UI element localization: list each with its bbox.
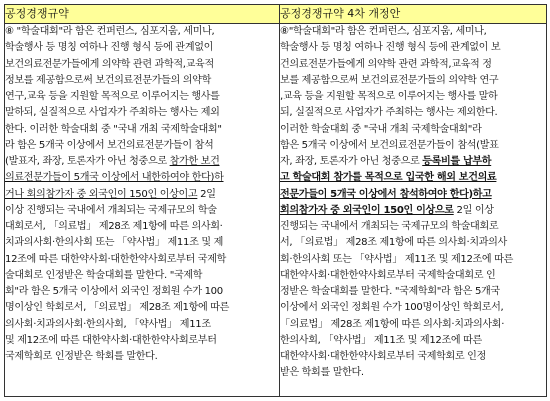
text-line [280,219,546,235]
text-line [280,57,546,73]
text-line [280,268,546,284]
text-segment: 건의료전문가들에게 의약학 관련 과학적,교육적 정 [280,58,492,70]
text-segment: 「의료법」 제28조 제1항에 따른 의사회·치과의사회· [280,318,505,330]
text-line [5,57,279,73]
text-segment: 의사회·치과의사회·한의사회, 「약사법」 제11조 [5,318,211,330]
emphasized-text: 회의참가자 중 외국인이 150인 이상으로 [280,204,454,216]
text-line [5,73,279,89]
text-line [280,138,546,154]
comparison-table [4,4,547,397]
text-line [5,105,279,121]
text-line [5,252,279,268]
emphasized-text: 등록비를 납부하 [422,156,492,167]
text-segment: 대한약사회·대한한약사회로부터 국제학술대회로 인 [280,269,496,281]
text-segment: 대회로서, 「의료법」 제28조 제1항에 따른 의사회· [5,221,223,232]
text-line [5,187,279,203]
emphasized-text: 전문가들이 5개국 이상에서 참석하여야 한다)하고 [280,188,492,200]
text-line [280,170,546,186]
text-line [5,40,279,56]
text-segment: 회"라 함은 5개국 이상에서 외국인 정회원 수가 100 [5,286,223,297]
text-segment: 진행되는 국내에서 개최되는 국제규모의 학술대회로 [280,221,499,232]
text-line [280,73,546,89]
text-segment: 학술행사 등 명칭 여하나 진행 형식 등에 관계없이 보 [280,42,501,54]
text-segment: 정받은 학술대회를 말한다. "국제학회"라 함은 5개국 [280,286,500,297]
text-line [5,300,279,316]
header-current-rules: 공정경쟁규약 [5,5,280,24]
text-segment: 이러한 학술대회 중 "국내 개최 국제학술대회"라 [280,123,482,135]
header-revised-rules: 공정경쟁규약 4차 개정안 [280,5,547,24]
text-line [280,89,546,105]
emphasized-text: 고 학술대회 참가를 목적으로 입국한 해외 보건의료 [280,172,497,184]
text-segment: 말하되, 실질적으로 사업자가 주최하는 행사는 제외 [5,107,220,119]
text-line [280,24,546,40]
text-line [5,235,279,251]
text-line [5,203,279,219]
emphasized-text: 참가한 보건 [169,156,220,167]
text-line [280,365,546,381]
text-segment: 이상에서 외국인 정회원 수가 100명이상인 학회로서, [280,302,504,314]
text-segment: 되, 실질적으로 사업자가 주최하는 행사는 제외한다. [280,107,498,119]
text-segment: 12조에 따른 대한약사회·대한한약사회로부터 국제학 [5,253,226,265]
text-segment: 서, 「의료법」 제28조 제1항에 따른 의사회·치과의사 [280,237,507,249]
text-segment: ,교육 등을 지원할 목적으로 이루어지는 행사를 말하 [280,91,498,102]
text-line [280,252,546,268]
text-segment: 보를 제공함으로써 보건의료전문가들의 의약학 연구 [280,74,499,86]
text-segment: 함은 5개국 이상에서 보건의료전문가들이 참석(발표 [280,139,499,151]
text-segment: 정보를 제공함으로써 보건의료전문가들의 의약학 [5,74,211,86]
text-line [280,235,546,251]
text-line [5,284,279,300]
text-line [5,170,279,186]
text-segment: (발표자, 좌장, 토론자가 아닌 청중으로 [5,156,170,167]
text-segment: 술대회로 인정받은 학술대회를 말한다. "국제학 [5,269,203,281]
text-segment: 한다. 이러한 학술대회 중 "국내 개최 국제학술대회" [5,123,222,135]
text-line [280,203,546,219]
text-segment: ⑧ "학술대회"라 함은 컨퍼런스, 심포지움, 세미나, [5,26,215,37]
text-line [5,154,279,170]
text-segment: 명이상인 학회로서, 「의료법」 제28조 제1항에 따른 [5,302,230,314]
emphasized-text: 거나 회의참가자 중 외국인이 150인 이상이고 [5,188,198,200]
text-segment: 라 함은 5개국 이상에서 보건의료전문가들이 참석 [5,139,214,151]
header-row [5,5,547,24]
text-line [280,333,546,349]
text-segment: 2일 [197,188,216,200]
text-line [280,154,546,170]
text-segment: 보건의료전문가들에게 의약학 관련 과학적,교육적 [5,58,214,70]
text-segment: 대한약사회·대한한약사회로부터 국제학회로 인정 [280,351,486,362]
text-segment: 치과의사회·한의사회 또는 「약사법」 제11조 및 제 [5,237,223,249]
emphasized-text: 의료전문가들이 5개국 이상에서 내한하여야 한다)하 [5,172,224,184]
text-segment: 연구,교육 등을 지원할 목적으로 이루어지는 행사를 [5,91,220,102]
text-segment: 2일 이상 [453,204,494,216]
text-line [280,40,546,56]
text-segment: 회·한의사회 또는 「약사법」 제11조 및 제12조에 따른 [280,253,513,265]
text-line [5,89,279,105]
text-line [5,317,279,333]
text-line [280,284,546,300]
text-line [280,122,546,138]
text-segment: 이상 진행되는 국내에서 개최되는 국제규모의 학술 [5,204,217,216]
text-line [280,300,546,316]
text-line [5,268,279,284]
text-line [5,219,279,235]
text-segment: 받은 학회를 말한다. [280,367,364,379]
text-segment: 및 제12조에 따른 대한약사회·대한한약사회로부터 [5,334,217,346]
text-line [5,122,279,138]
text-line [5,138,279,154]
text-line [5,333,279,349]
text-segment: 국제학회로 인정받은 학회를 말한다. [5,351,158,362]
current-rules-text [5,24,280,397]
text-segment: 학술행사 등 명칭 여하나 진행 형식 등에 관계없이 [5,42,214,54]
text-line [280,187,546,203]
text-line [280,317,546,333]
content-row [5,24,547,397]
text-line [280,349,546,365]
text-segment: 자, 좌장, 토론자가 아닌 청중으로 [280,156,423,167]
revised-rules-text [280,24,547,397]
text-line [280,105,546,121]
text-segment: ⑧"학술대회"라 함은 컨퍼런스, 심포지움, 세미나, [280,26,487,37]
text-line [5,24,279,40]
text-line [5,349,279,365]
text-segment: 한의사회, 「약사법」 제11조 및 제12조에 따른 [280,334,482,346]
